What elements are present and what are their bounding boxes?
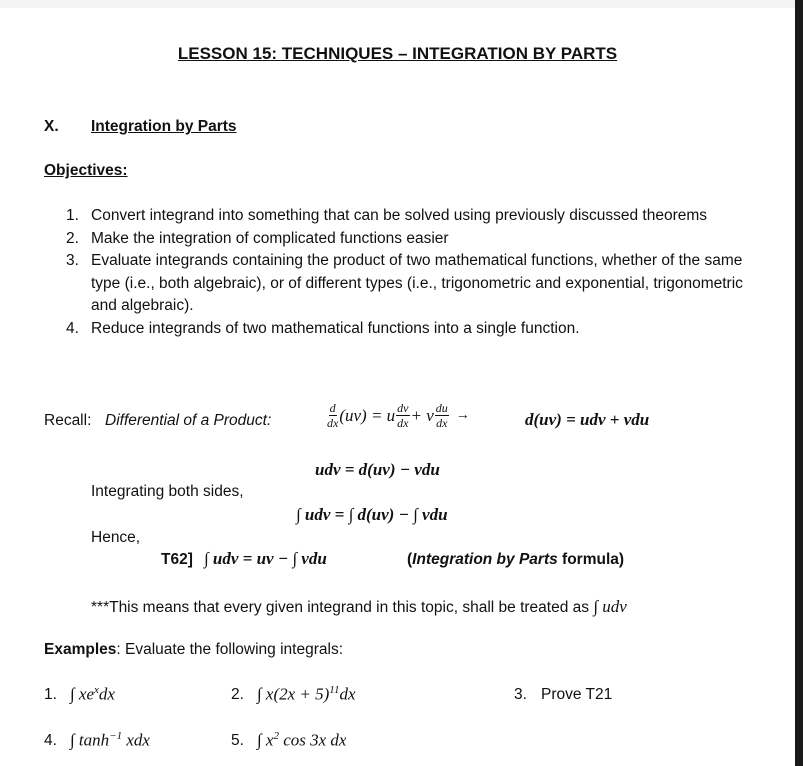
arrow-symbol: → xyxy=(455,407,470,423)
example-expression xyxy=(257,684,356,705)
item-number: 1. xyxy=(66,207,79,224)
expr-base: ∫ tanh xyxy=(70,730,110,750)
list-item xyxy=(66,250,756,318)
frac-denominator: dx xyxy=(436,416,448,430)
note-text: ***This means that every given integrand in this topic, shall be treated as xyxy=(91,599,594,616)
item-number: 3. xyxy=(66,252,79,270)
section-heading: Integration by Parts xyxy=(91,118,237,135)
expr-tail: dx xyxy=(339,684,356,704)
expr-base: ∫ x(2x + 5) xyxy=(257,684,330,704)
objectives-list xyxy=(66,205,756,341)
dv-fraction xyxy=(396,402,409,429)
recall-name: Differential of a Product: xyxy=(105,412,272,429)
rearranged-equation: udv = d(uv) − vdu xyxy=(315,460,440,479)
example-expression xyxy=(70,684,115,705)
treatment-note xyxy=(91,597,627,617)
frac-denominator: dx xyxy=(327,416,339,430)
expr-tail: cos 3x dx xyxy=(278,730,347,750)
frac-numerator: d xyxy=(329,401,336,415)
item-text: Reduce integrands of two mathematical functions into a single function. xyxy=(91,319,580,337)
lesson-title: LESSON 15: TECHNIQUES – INTEGRATION BY PARTS xyxy=(177,44,618,63)
du-fraction xyxy=(435,402,449,429)
hence-label: Hence, xyxy=(91,529,141,546)
example-number: 3. xyxy=(514,686,527,703)
frac-denominator: dx xyxy=(397,416,409,430)
list-item xyxy=(66,318,756,341)
item-number: 4. xyxy=(66,319,79,337)
example-number: 4. xyxy=(44,732,57,749)
item-text: Convert integrand into something that can be solved using previously discussed theorems xyxy=(91,207,708,224)
expr-sup: 2 xyxy=(273,730,279,742)
note-math: ∫ udv xyxy=(593,597,627,616)
example-expression xyxy=(70,730,150,751)
list-item xyxy=(66,205,756,228)
example-expression xyxy=(257,730,346,751)
expr-sup: 11 xyxy=(329,684,340,696)
item-number: 2. xyxy=(66,229,79,247)
theorem-formula: ∫ udv = uv − ∫ vdu xyxy=(204,549,327,568)
product-rule-equation xyxy=(326,402,470,429)
top-border xyxy=(0,0,795,8)
list-item xyxy=(66,228,756,251)
integrated-equation: ∫ udv = ∫ d(uv) − ∫ vdu xyxy=(296,505,448,524)
example-number: 1. xyxy=(44,686,57,703)
product-rule-result: d(uv) = udv + vdu xyxy=(525,410,650,429)
expr-sup: x xyxy=(94,684,99,696)
expr-base: ∫ x xyxy=(257,730,274,750)
examples-instruction: : Evaluate the following integrals: xyxy=(116,641,343,658)
recall-label: Recall: xyxy=(44,412,92,429)
example-text: Prove T21 xyxy=(541,686,613,703)
uv-term: (uv) = u xyxy=(339,405,396,425)
frac-numerator: du xyxy=(435,401,448,415)
examples-label: Examples xyxy=(44,641,117,658)
examples-heading xyxy=(44,641,343,659)
derivative-fraction xyxy=(327,402,338,429)
expr-tail: xdx xyxy=(122,730,150,750)
item-text: Make the integration of complicated functions easier xyxy=(91,229,449,247)
expr-tail: dx xyxy=(98,684,115,704)
frac-numerator: dv xyxy=(397,401,409,415)
example-number: 5. xyxy=(231,732,244,749)
note-italic: Integration by Parts xyxy=(412,551,558,568)
objectives-heading: Objectives: xyxy=(44,162,128,179)
theorem-tag: T62] xyxy=(161,551,193,568)
example-number: 2. xyxy=(231,686,244,703)
note-rest: formula) xyxy=(557,551,625,568)
section-number: X. xyxy=(44,118,59,135)
integrating-label: Integrating both sides, xyxy=(91,483,244,500)
theorem-note xyxy=(407,551,624,569)
expr-sup: −1 xyxy=(109,730,123,742)
page-edge xyxy=(795,0,803,766)
item-text: Evaluate integrands containing the product of two mathematical functions, whether of the same type (i.e., both algebraic), or of different types (i.e., trigonometric and exponential, trigonometric and algebraic). xyxy=(91,252,743,315)
expr-base: ∫ xe xyxy=(70,684,94,704)
note-paren: ( xyxy=(407,551,413,568)
plus-v-term: + v xyxy=(410,405,434,425)
